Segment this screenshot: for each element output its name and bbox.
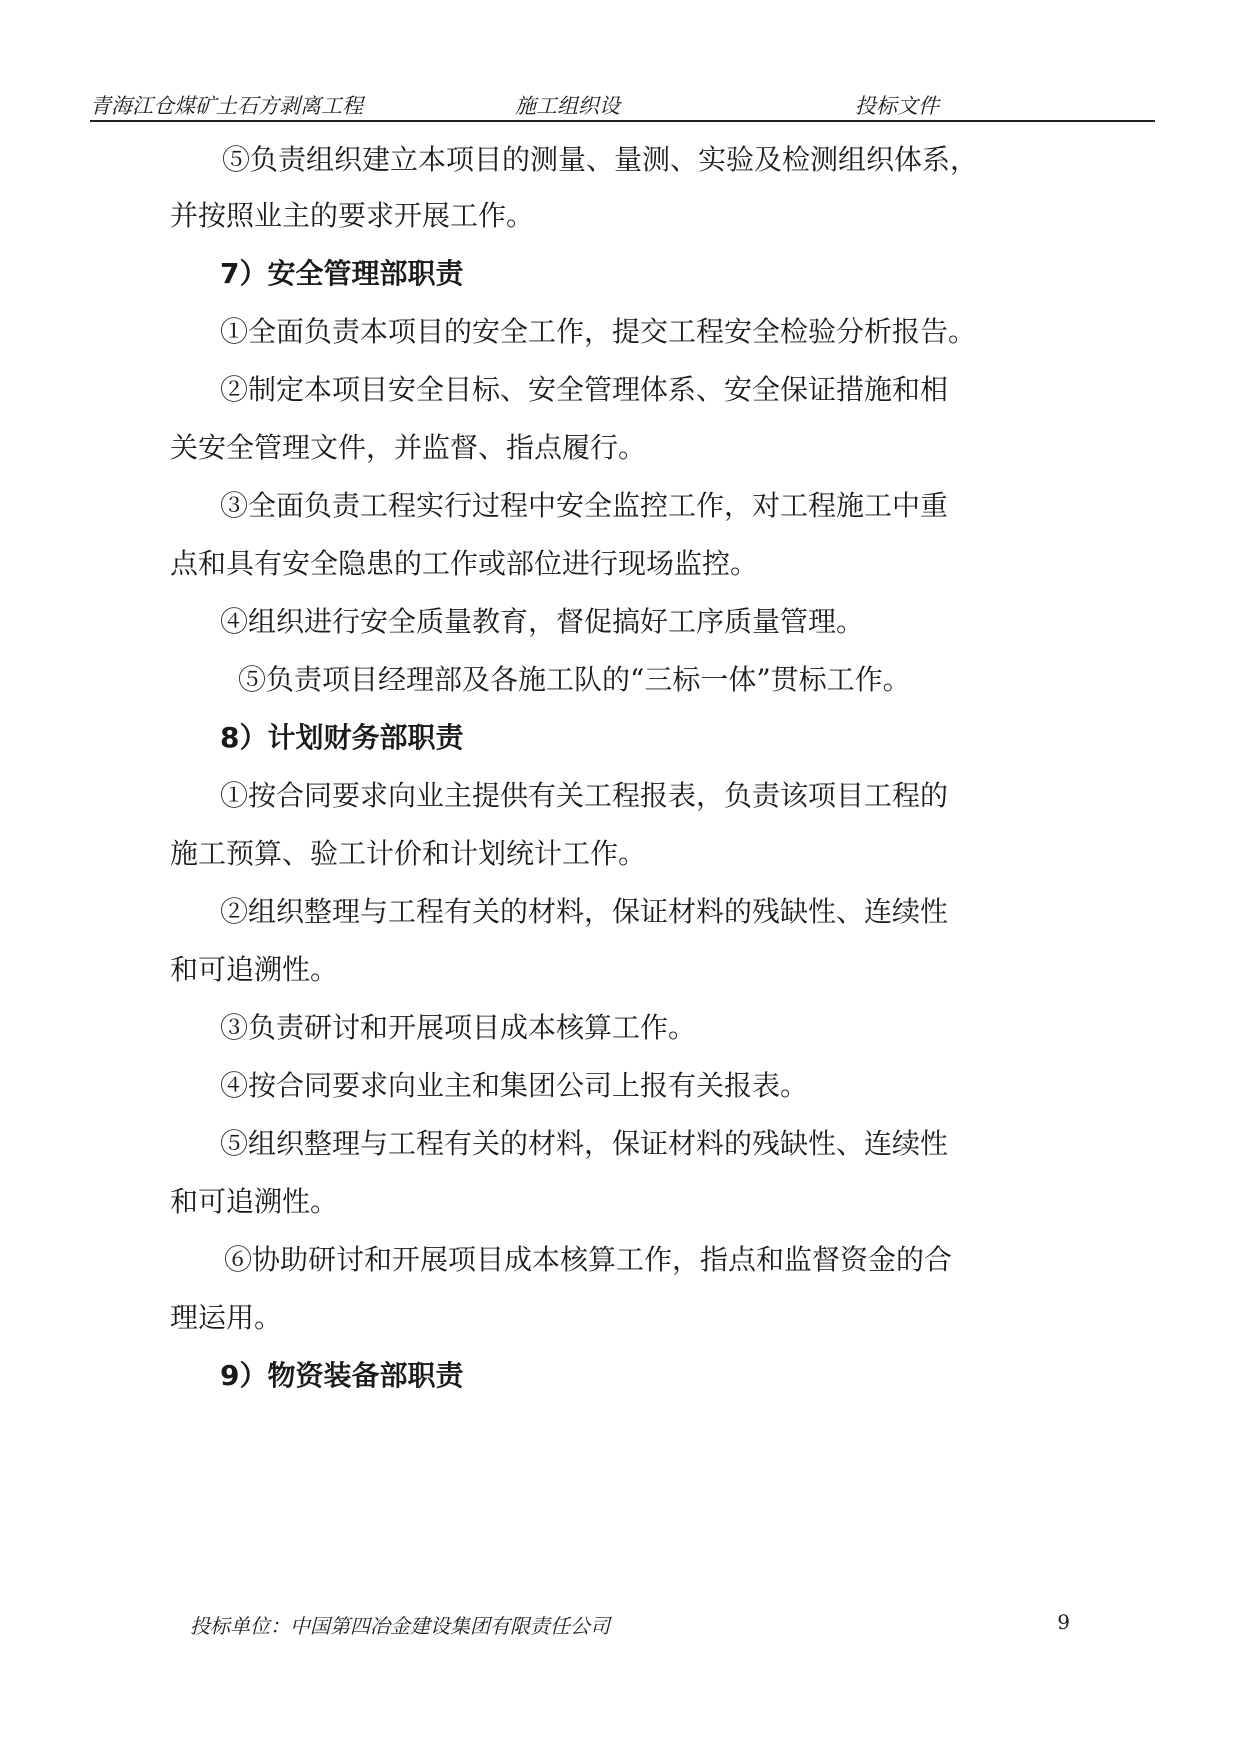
paragraph-line: ②组织整理与工程有关的材料，保证材料的残缺性、连续性 xyxy=(220,895,949,928)
paragraph-line: 关安全管理文件，并监督、指点履行。 xyxy=(170,431,647,464)
paragraph-line: ⑤负责项目经理部及各施工队的“三标一体”贯标工作。 xyxy=(238,663,911,696)
paragraph-line: ③全面负责工程实行过程中安全监控工作，对工程施工中重 xyxy=(220,489,949,522)
section-heading: 7）安全管理部职责 xyxy=(220,257,464,290)
header-document-type: 投标文件 xyxy=(855,94,939,118)
paragraph-line: ⑤组织整理与工程有关的材料，保证材料的残缺性、连续性 xyxy=(220,1127,949,1160)
paragraph-line: 施工预算、验工计价和计划统计工作。 xyxy=(170,837,647,870)
paragraph-line: 和可追溯性。 xyxy=(170,1185,339,1218)
header-project-title: 青海江仓煤矿土石方剥离工程 xyxy=(90,94,363,118)
header-section-title: 施工组织设 xyxy=(515,94,620,118)
section-heading: 9）物资装备部职责 xyxy=(220,1359,464,1392)
paragraph-line: ⑥协助研讨和开展项目成本核算工作，指点和监督资金的合 xyxy=(224,1243,953,1276)
paragraph-line: 并按照业主的要求开展工作。 xyxy=(170,199,535,232)
paragraph-line: ⑤负责组织建立本项目的测量、量测、实验及检测组织体系， xyxy=(222,143,979,176)
paragraph-line: 和可追溯性。 xyxy=(170,953,339,986)
paragraph-line: ②制定本项目安全目标、安全管理体系、安全保证措施和相 xyxy=(220,373,949,406)
paragraph-line: 理运用。 xyxy=(170,1301,283,1334)
page-header xyxy=(90,86,1155,122)
section-heading: 8）计划财务部职责 xyxy=(220,721,464,754)
page-footer xyxy=(190,1610,1070,1640)
paragraph-line: ④组织进行安全质量教育，督促搞好工序质量管理。 xyxy=(220,605,865,638)
footer-bidder: 投标单位：中国第四冶金建设集团有限责任公司 xyxy=(190,1614,610,1638)
page-number: 9 xyxy=(1057,1610,1070,1634)
paragraph-line: ①按合同要求向业主提供有关工程报表，负责该项目工程的 xyxy=(220,779,949,812)
paragraph-line: ①全面负责本项目的安全工作，提交工程安全检验分析报告。 xyxy=(220,315,977,348)
paragraph-line: 点和具有安全隐患的工作或部位进行现场监控。 xyxy=(170,547,759,580)
paragraph-line: ③负责研讨和开展项目成本核算工作。 xyxy=(220,1011,697,1044)
paragraph-line: ④按合同要求向业主和集团公司上报有关报表。 xyxy=(220,1069,809,1102)
